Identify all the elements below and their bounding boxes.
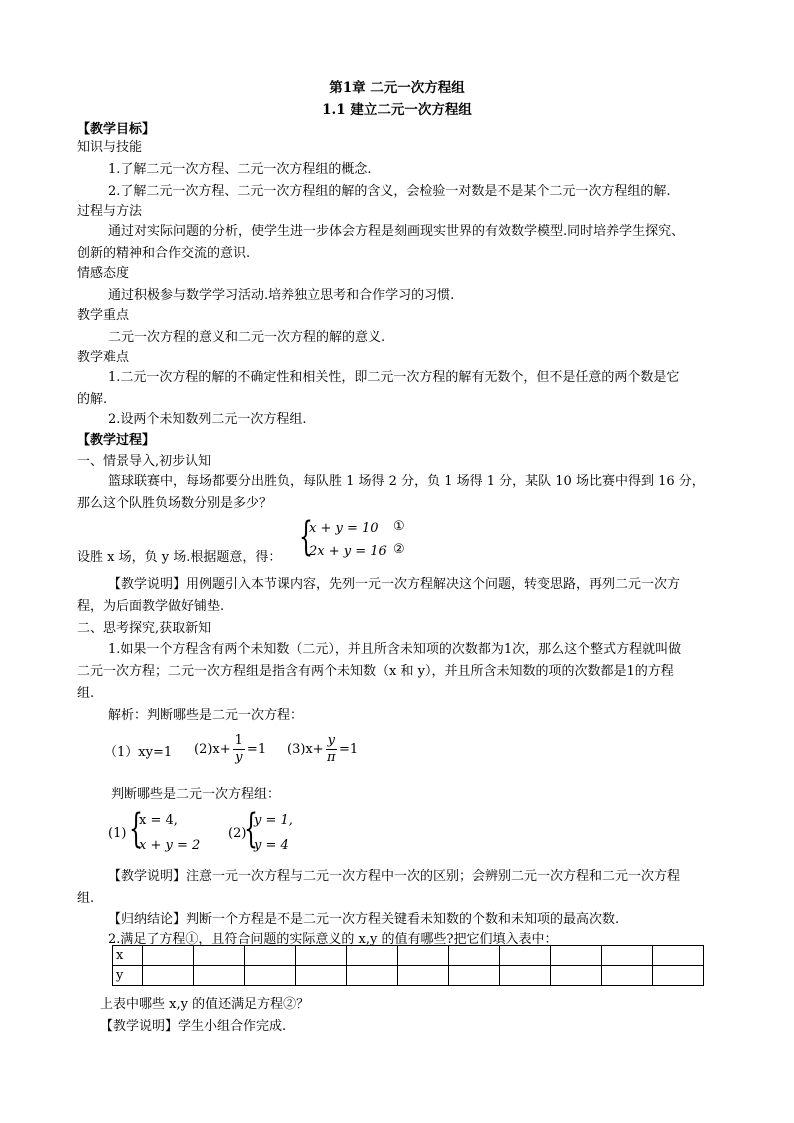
- judge-system-text: 判断哪些是二元一次方程组：: [111, 787, 281, 802]
- key-point-text: 二元一次方程的意义和二元一次方程的解的意义.: [108, 330, 386, 345]
- table-cell[interactable]: [194, 946, 245, 966]
- table-cell[interactable]: [194, 966, 245, 986]
- key-point-heading: 教学重点: [77, 308, 130, 323]
- system-1-brace: {: [129, 806, 143, 852]
- system-2-eq-2: y = 4: [254, 838, 289, 853]
- equation-1: x + y = 10: [309, 521, 379, 536]
- knowledge-item-1: 1.了解二元一次方程、二元一次方程组的概念.: [108, 162, 372, 177]
- table-row-y: [113, 966, 704, 986]
- table-cell[interactable]: [245, 966, 296, 986]
- difficulty-item-2: 2.设两个未知数列二元一次方程组.: [108, 412, 307, 427]
- equation-2: 2x + y = 16: [309, 544, 387, 559]
- table-cell[interactable]: [500, 966, 551, 986]
- difficulty-item-1: 1.二元一次方程的解的不确定性和相关性，即二元一次方程的解有无数个，但不是任意的两个数是它: [108, 370, 680, 385]
- system-2-brace: {: [244, 806, 258, 852]
- example-2-denominator: y: [235, 750, 243, 765]
- system-1-eq-2: x + y = 2: [139, 838, 201, 853]
- conclusion-text: 【归纳结论】判断一个方程是不是二元一次方程关键看未知数的个数和未知项的最高次数.: [108, 912, 620, 927]
- system-2-eq-1: y = 1,: [254, 813, 293, 828]
- example-3-prefix: (3)x+: [287, 742, 324, 757]
- table-cell[interactable]: [551, 946, 602, 966]
- table-cell-label-x: x: [113, 946, 143, 966]
- example-1: （1）xy=1: [104, 745, 173, 760]
- analysis-text: 解析：判断哪些是二元一次方程：: [108, 708, 304, 723]
- definition-text-3: 组.: [77, 686, 95, 701]
- table-cell[interactable]: [245, 946, 296, 966]
- teaching-note-2b: 组.: [77, 891, 95, 906]
- equation-2-marker: ②: [393, 542, 405, 557]
- table-cell[interactable]: [602, 946, 653, 966]
- process-method-heading: 过程与方法: [77, 204, 143, 219]
- process-heading: 【教学过程】: [77, 433, 156, 448]
- table-cell[interactable]: [449, 966, 500, 986]
- example-3-suffix: =1: [339, 742, 359, 757]
- difficulty-item-1-cont: 的解.: [77, 392, 108, 407]
- knowledge-item-2: 2.了解二元一次方程、二元一次方程组的解的含义，会检验一对数是不是某个二元一次方程组的解.: [108, 184, 671, 199]
- example-2-numerator: 1: [234, 733, 243, 748]
- example-2-fraction: [233, 733, 245, 766]
- example-3-numerator: y: [327, 733, 335, 748]
- teaching-note-2a: 【教学说明】注意一元一次方程与二元一次方程中一次的区别；会辨别二元一次方程和二元一次方程: [108, 869, 681, 884]
- teaching-note-3: 【教学说明】学生小组合作完成.: [100, 1019, 287, 1034]
- table-cell[interactable]: [296, 946, 347, 966]
- section-2-heading: 二、思考探究,获取新知: [77, 621, 212, 636]
- problem-text-2: 那么这个队胜负场数分别是多少？: [77, 496, 273, 511]
- example-3-denominator: π: [327, 750, 336, 765]
- teaching-note-1b: 程，为后面教学做好铺垫.: [77, 599, 225, 614]
- example-2: [194, 733, 266, 766]
- table-cell[interactable]: [143, 946, 194, 966]
- example-2-suffix: =1: [246, 742, 267, 757]
- table-cell[interactable]: [653, 966, 704, 986]
- definition-text-1: 1.如果一个方程含有两个未知数（二元），并且所含未知项的次数都为1次，那么这个整式方程就叫做: [108, 642, 682, 657]
- chapter-title: 第1章 二元一次方程组: [329, 80, 465, 96]
- table-cell-label-y: y: [113, 966, 143, 986]
- table-cell[interactable]: [347, 946, 398, 966]
- table-cell[interactable]: [602, 966, 653, 986]
- problem-text-1: 篮球联赛中，每场都要分出胜负，每队胜 1 场得 2 分，负 1 场得 1 分，某队 10 场比赛中得到 16 分，: [108, 474, 705, 489]
- table-cell[interactable]: [398, 966, 449, 986]
- emotion-text: 通过积极参与数学学习活动.培养独立思考和合作学习的习惯.: [108, 288, 455, 303]
- example-3: [287, 733, 358, 766]
- table-cell[interactable]: [398, 946, 449, 966]
- table-row-x: [113, 946, 704, 966]
- table-cell[interactable]: [296, 966, 347, 986]
- question-3-text: 上表中哪些 x,y 的值还满足方程②？: [100, 997, 310, 1012]
- table-cell[interactable]: [551, 966, 602, 986]
- goals-heading: 【教学目标】: [77, 122, 156, 137]
- table-cell[interactable]: [500, 946, 551, 966]
- difficulty-heading: 教学难点: [77, 350, 130, 365]
- knowledge-heading: 知识与技能: [77, 140, 143, 155]
- setup-text: 设胜 x 场，负 y 场.根据题意，得：: [77, 550, 282, 565]
- table-cell[interactable]: [653, 946, 704, 966]
- question-2-text: 2.满足了方程①，且符合问题的实际意义的 x,y 的值有哪些?把它们填入表中：: [108, 932, 558, 947]
- section-1-heading: 一、情景导入,初步认知: [77, 454, 212, 469]
- system-2-label: (2): [228, 826, 247, 841]
- table-cell[interactable]: [347, 966, 398, 986]
- system-1-label: (1): [108, 826, 127, 841]
- table-cell[interactable]: [449, 946, 500, 966]
- process-method-text-1: 通过对实际问题的分析，使学生进一步体会方程是刻画现实世界的有效数学模型.同时培养学生探究、: [108, 224, 685, 239]
- system-1-eq-1: x = 4,: [139, 813, 178, 828]
- example-3-fraction: [326, 733, 337, 766]
- equation-1-marker: ①: [393, 519, 405, 534]
- values-table: [112, 945, 704, 986]
- example-2-prefix: (2)x+: [194, 742, 231, 757]
- emotion-heading: 情感态度: [77, 266, 130, 281]
- definition-text-2: 二元一次方程；二元一次方程组是指含有两个未知数（x 和 y），并且所含未知数的项的次数都是1的方程: [77, 664, 674, 679]
- table-cell[interactable]: [143, 966, 194, 986]
- system-brace: {: [299, 514, 313, 560]
- process-method-text-2: 创新的精神和合作交流的意识.: [77, 246, 251, 261]
- section-title: 1.1 建立二元一次方程组: [322, 102, 472, 118]
- teaching-note-1a: 【教学说明】用例题引入本节课内容，先列一元一次方程解决这个问题，转变思路，再列二元一次方: [108, 577, 681, 592]
